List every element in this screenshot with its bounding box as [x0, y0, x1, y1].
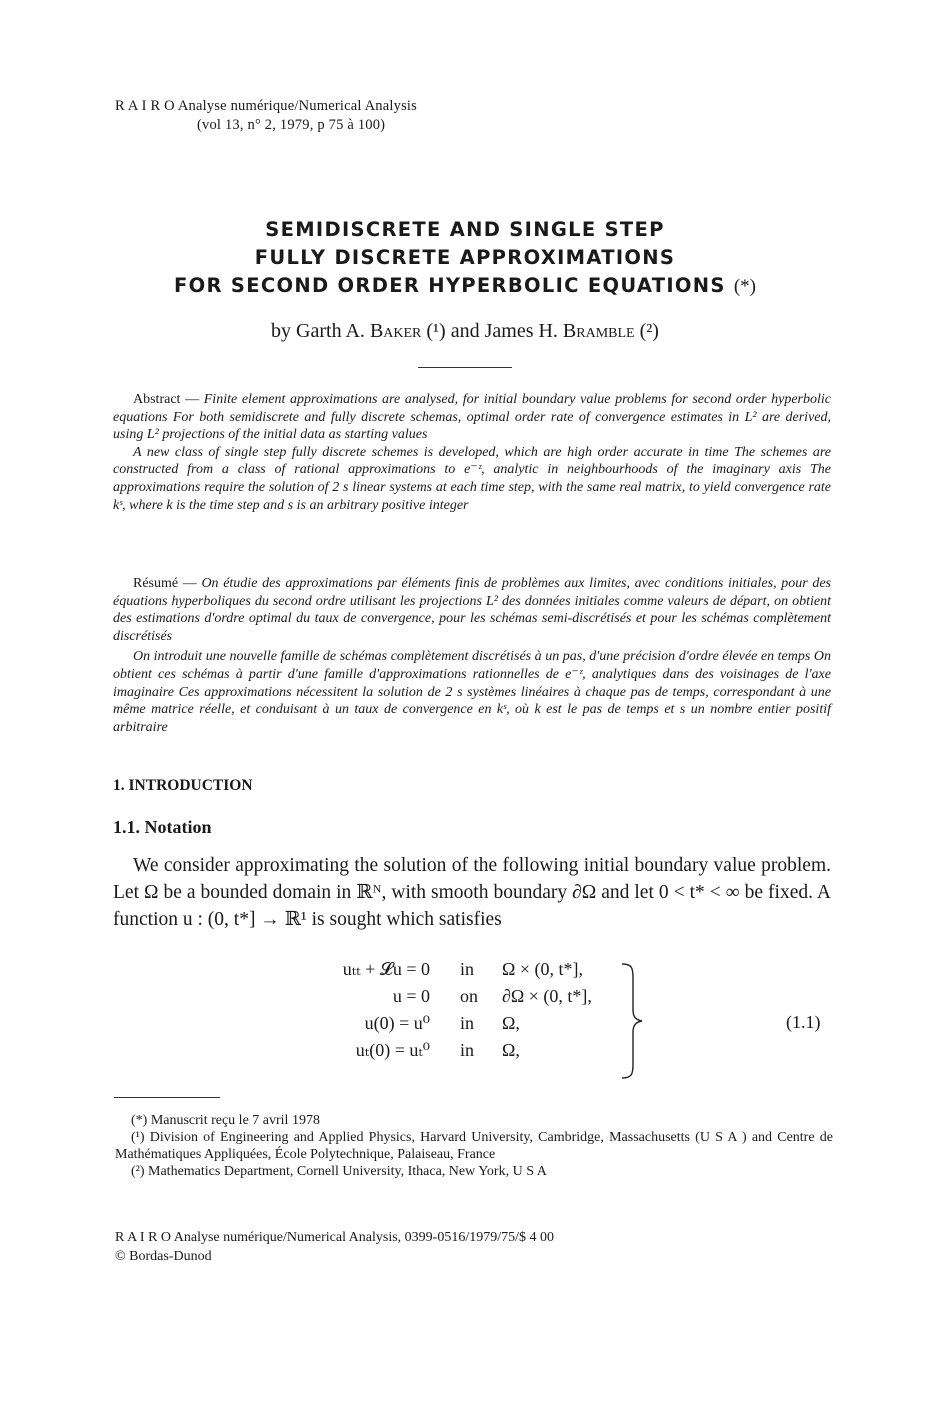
byline-and: and James H. [450, 320, 558, 342]
equation-lhs: u(0) = u⁰ [364, 1013, 430, 1033]
resume [113, 575, 831, 736]
equation-rhs: Ω, [502, 1013, 520, 1033]
author1-ref: (¹) [426, 320, 446, 342]
footer-line2: © Bordas-Dunod [115, 1249, 212, 1264]
subsection-heading-notation: 1.1. Notation [113, 817, 212, 837]
body-text: We consider approximating the solution of the following initial boundary value problem. Let Ω be a bounded domain in ℝᴺ, with smooth boundary ∂Ω and let 0 < t* < ∞ be fixed. A function u : (0, t*] → ℝ¹ is sought which satisfies [113, 855, 831, 930]
equation-op: in [460, 1040, 475, 1060]
equation-lhs-column [260, 956, 430, 1064]
title-line3-wrap [0, 272, 930, 301]
author1-surname: Baker [369, 320, 422, 342]
equation-rhs: Ω, [502, 1040, 520, 1060]
journal-header-line2: (vol 13, n° 2, 1979, p 75 à 100) [197, 117, 386, 133]
equation-lhs: u = 0 [392, 986, 430, 1006]
journal-header-line1: R A I R O Analyse numérique/Numerical Analysis [115, 98, 417, 114]
equation-rhs: Ω × (0, t*], [502, 959, 584, 979]
footnote-author2: (²) Mathematics Department, Cornell University, Ithaca, New York, U S A [131, 1164, 547, 1179]
body-paragraph [113, 852, 831, 933]
abstract [113, 391, 831, 514]
equation-lhs: uₜ(0) = uₜ⁰ [355, 1040, 430, 1060]
abstract-label: Abstract — [133, 392, 200, 407]
footnotes [115, 1112, 833, 1180]
title-divider [418, 367, 512, 368]
equation-op: on [460, 986, 478, 1006]
equation-number: (1.1) [786, 1012, 821, 1032]
equation-op: in [460, 1013, 475, 1033]
author2-ref: (²) [639, 320, 659, 342]
title-line3: FOR SECOND ORDER HYPERBOLIC EQUATIONS [174, 274, 726, 297]
footnote-rule [114, 1097, 220, 1098]
abstract-paragraph-2: A new class of single step fully discrete schemes is developed, which are high order accurate in time The schemes are constructed from a class of rational approximations to e⁻ᶻ, analytic in neighbourhoods of the imaginary axis The approximations require the solution of 2 s linear systems at each time step, with the same real matrix, to yield convergence rate kˢ, where k is the time step and s is an arbitrary positive integer [113, 444, 831, 513]
paper-title [0, 216, 930, 301]
resume-paragraph-2: On introduit une nouvelle famille de schémas complètement discrétisés à un pas, d'une précision d'ordre élevée en temps On obtient ces schémas à partir d'une famille d'approximations rationnelles de e⁻ᶻ, analytiques dans des voisinages de l'axe imaginaire Ces approximations nécessitent la solution de 2 s systèmes linéaires à chaque pas de temps, correspondant à une même matrice réelle, et conduisant à un taux de convergence en kˢ, où k est le pas de temps et s un nombre entier positif arbitraire [113, 649, 831, 735]
equation-rhs: ∂Ω × (0, t*], [502, 986, 592, 1006]
equation-lhs: uₜₜ + 𝓛u = 0 [342, 959, 430, 979]
author2-surname: Bramble [562, 320, 635, 342]
title-line2: FULLY DISCRETE APPROXIMATIONS [254, 246, 676, 269]
title-footnote-mark: (*) [733, 276, 756, 297]
abstract-paragraph-1: Finite element approximations are analysed, for initial boundary value problems for second order hyperbolic equations For both semidiscrete and fully discrete schemas, optimal order rate of convergence estimates in L² are derived, using L² projections of the initial data as starting values [113, 392, 832, 443]
right-brace [620, 962, 646, 1080]
section-heading-introduction: 1. INTRODUCTION [113, 777, 253, 794]
byline-by: by Garth A. [271, 320, 365, 342]
page-footer [115, 1228, 554, 1266]
title-line1: SEMIDISCRETE AND SINGLE STEP [265, 218, 665, 241]
author-byline [0, 320, 930, 343]
resume-label: Résumé — [133, 576, 197, 591]
footer-line1: R A I R O Analyse numérique/Numerical Analysis, 0399-0516/1979/75/$ 4 00 [115, 1230, 555, 1245]
resume-paragraph-1: On étudie des approximations par éléments finis de problèmes aux limites, avec conditions initiales, pour des équations hyperboliques du second ordre utilisant les projections L² des données initiales comme valeurs de départ, on obtient des estimations d'ordre optimal du taux de convergence, pour les schémas semi-discrétisés et pour les schémas complètement discrétisés [113, 576, 832, 644]
footnote-manuscript: (*) Manuscrit reçu le 7 avril 1978 [131, 1113, 320, 1128]
journal-header [115, 97, 417, 135]
footnote-author1: (¹) Division of Engineering and Applied Physics, Harvard University, Cambridge, Massachusetts (U S A ) and Centre de Mathématiques Appliquées, École Polytechnique, Palaiseau, France [115, 1130, 833, 1162]
equation-op: in [460, 959, 475, 979]
